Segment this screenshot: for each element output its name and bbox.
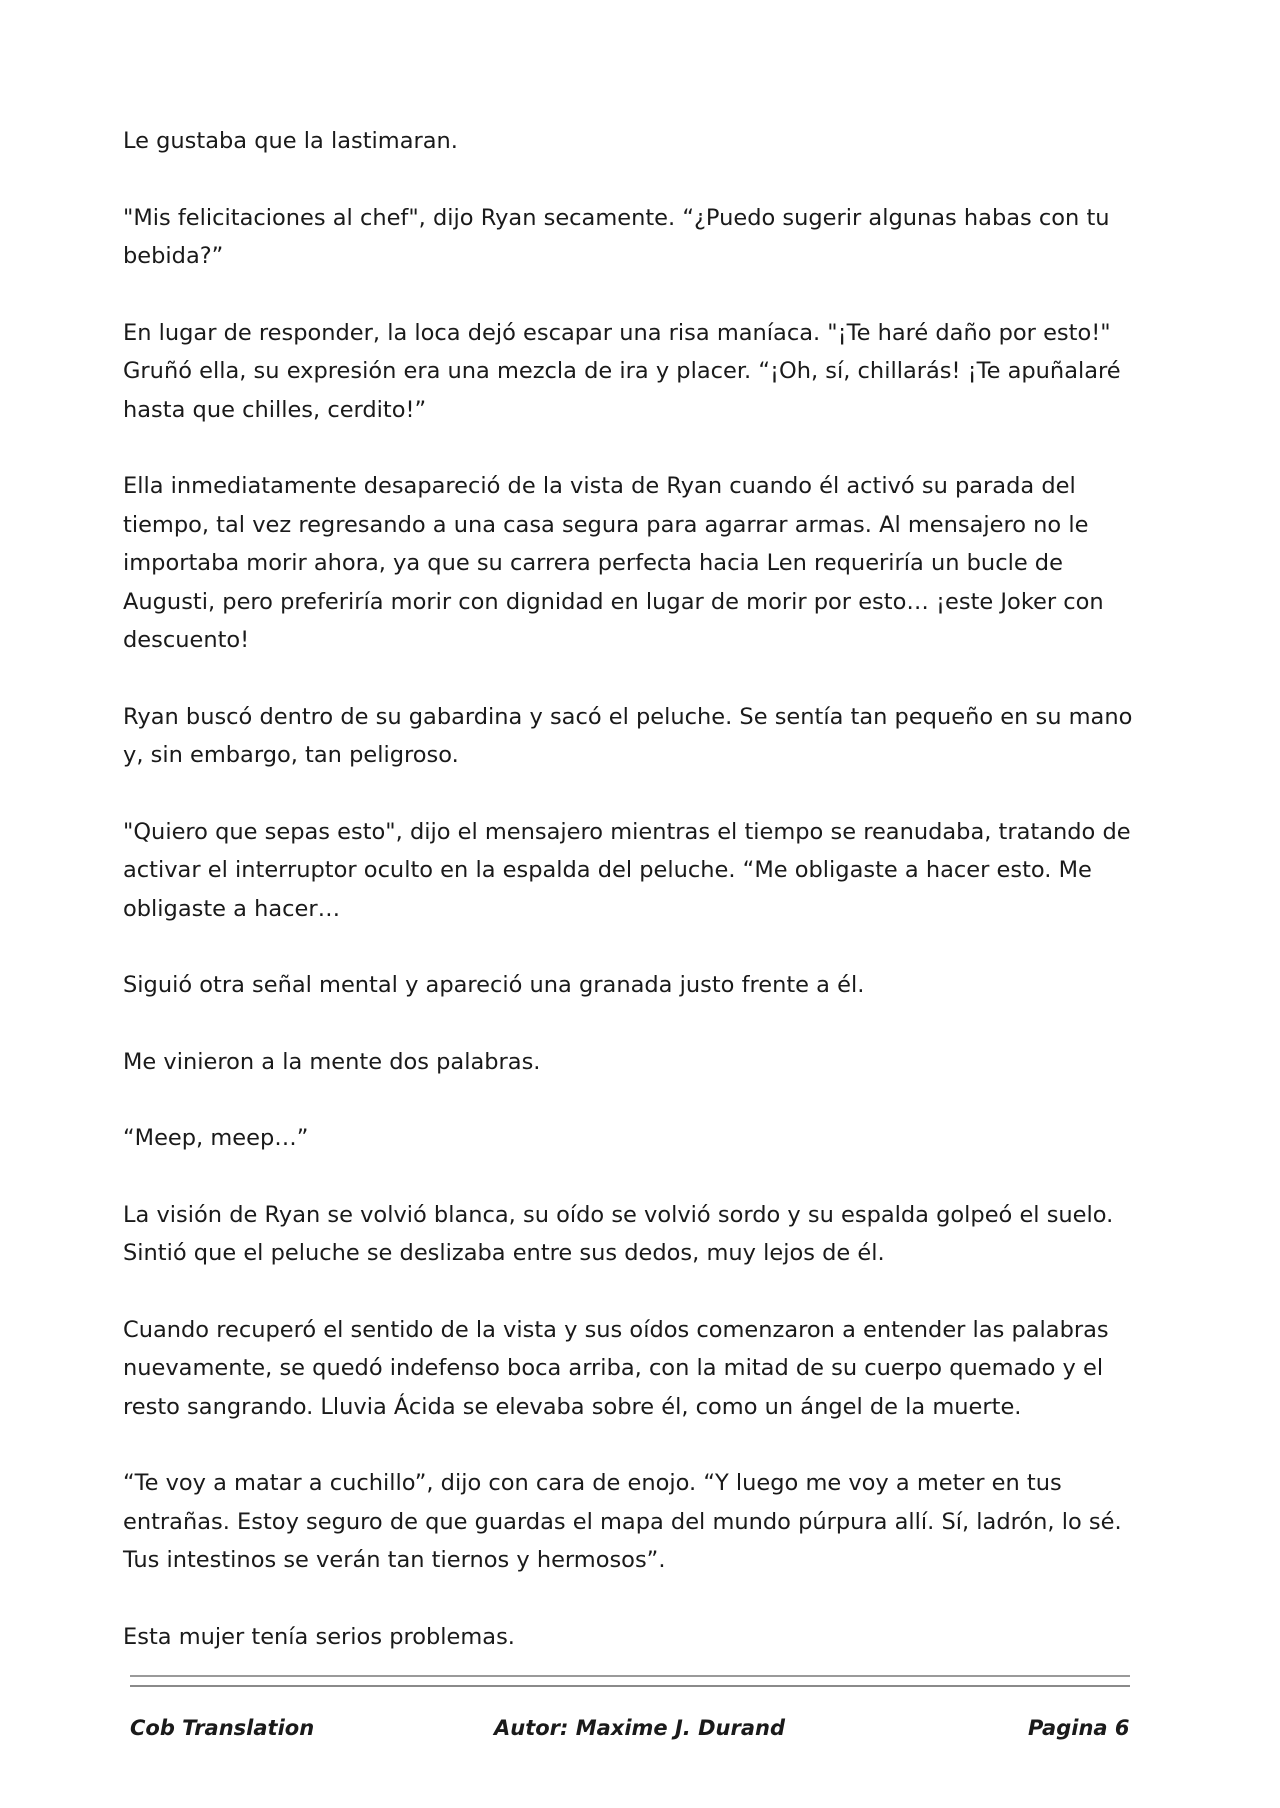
paragraph: “Meep, meep…” <box>123 1125 309 1151</box>
paragraph: “Te voy a matar a cuchillo”, dijo con cara de enojo. “Y luego me voy a meter en tus entrañas. Estoy seguro de que guardas el mapa del mundo púrpura allí. Sí, ladrón, lo sé. Tus intestinos se verán tan tiernos y hermosos”. <box>123 1470 1122 1573</box>
paragraph: Esta mujer tenía serios problemas. <box>123 1623 515 1650</box>
paragraph: En lugar de responder, la loca dejó escapar una risa maníaca. "¡Te haré daño por esto!" Gruñó ella, su expresión era una mezcla de ira y placer. “¡Oh, sí, chillarás! ¡Te apuñalaré hasta que chilles, cerdito!” <box>123 319 1121 423</box>
footer-page-number: Pagina 6 <box>1028 1716 1130 1740</box>
paragraph: "Quiero que sepas esto", dijo el mensajero mientras el tiempo se reanudaba, tratando de activar el interruptor oculto en la espalda del peluche. “Me obligaste a hacer esto. Me obligaste a hacer… <box>123 818 1131 922</box>
paragraph: La visión de Ryan se volvió blanca, su oído se volvió sordo y su espalda golpeó el suelo. Sintió que el peluche se deslizaba entre sus dedos, muy lejos de él. <box>123 1201 1114 1266</box>
footer-author: Autor: Maxime J. Durand <box>494 1716 785 1740</box>
paragraph: Ryan buscó dentro de su gabardina y sacó el peluche. Se sentía tan pequeño en su mano y, sin embargo, tan peligroso. <box>123 703 1133 768</box>
paragraph: Cuando recuperó el sentido de la vista y sus oídos comenzaron a entender las palabras nuevamente, se quedó indefenso boca arriba, con la mitad de su cuerpo quemado y el resto sangrando. Lluvia Ácida se elevaba sobre él, como un ángel de la muerte. <box>123 1316 1109 1420</box>
footer-divider-bottom <box>130 1685 1130 1687</box>
paragraph: "Mis felicitaciones al chef", dijo Ryan secamente. “¿Puedo sugerir algunas habas con tu bebida?” <box>123 204 1110 269</box>
footer-divider-top <box>130 1675 1130 1677</box>
paragraph: Me vinieron a la mente dos palabras. <box>123 1048 541 1075</box>
paragraph: Siguió otra señal mental y apareció una granada justo frente a él. <box>123 972 865 998</box>
footer-translator: Cob Translation <box>130 1716 315 1740</box>
paragraph: Ella inmediatamente desapareció de la vista de Ryan cuando él activó su parada del tiempo, tal vez regresando a una casa segura para agarrar armas. Al mensajero no le importaba morir ahora, ya que su carrera perfecta hacia Len requeriría un bucle de Augusti, pero preferiría morir con dignidad en lugar de morir por esto… ¡este Joker con descuento! <box>123 473 1104 653</box>
body-text <box>123 122 1153 1694</box>
paragraph: Le gustaba que la lastimaran. <box>123 128 458 154</box>
